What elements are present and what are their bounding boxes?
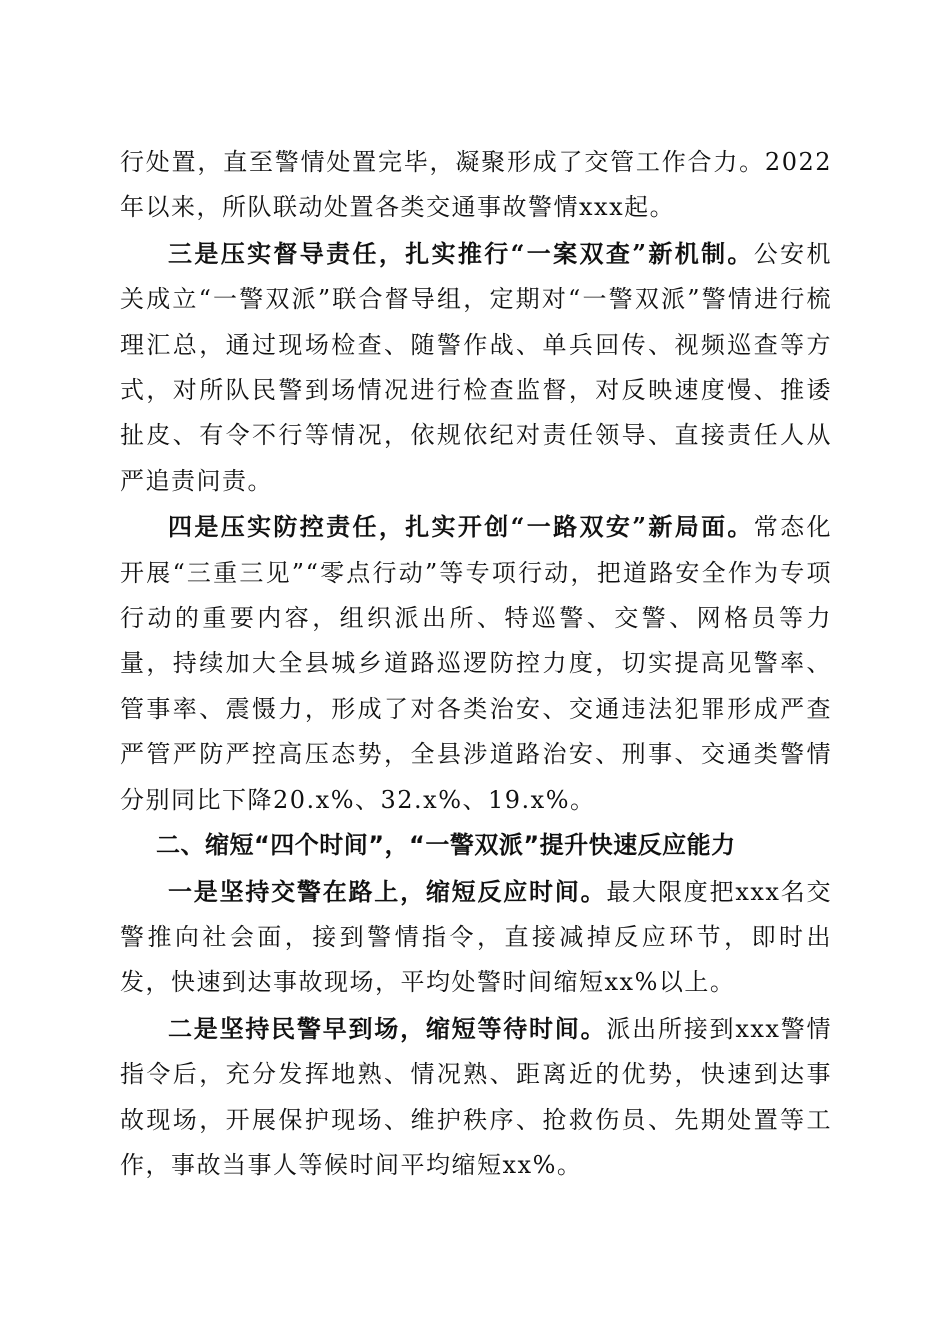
paragraph-text: 常态化开展“三重三见”“零点行动”等专项行动，把道路安全作为专项行动的重要内容，组织派出所、特巡警、交警、网格员等力量，持续加大全县城乡道路巡逻防控力度，切实提高见警率、管事率、震慑力，形成了对各类治安、交通违法犯罪形成严查严管严防严控高压态势，全县涉道路治安、刑事、交通类警情分别同比下降20.x%、32.x%、19.x%。 bbox=[120, 513, 833, 814]
paragraph-text: 最大限度把xxx名交警推向社会面，接到警情指令，直接减掉反应环节，即时出发，快速到达事故现场，平均处警时间缩短xx%以上。 bbox=[120, 877, 833, 997]
paragraph-text: 行处置，直至警情处置完毕，凝聚形成了交管工作合力。2022年以来，所队联动处置各类交通事故警情xxx起。 bbox=[120, 148, 832, 222]
document-body bbox=[120, 140, 832, 1188]
paragraph-reaction-time bbox=[120, 869, 832, 1006]
paragraph-lead: 三是压实督导责任，扎实推行“一案双查”新机制。 bbox=[168, 238, 754, 268]
section-heading: 二、缩短“四个时间”，“一警双派”提升快速反应能力 bbox=[156, 831, 736, 860]
paragraph-text: 公安机关成立“一警双派”联合督导组，定期对“一警双派”警情进行梳理汇总，通过现场检查、随警作战、单兵回传、视频巡查等方式，对所队民警到场情况进行检查监督，对反映速度慢、推诿扯皮、有令不行等情况，依规依纪对责任领导、直接责任人从严追责问责。 bbox=[120, 239, 833, 495]
paragraph-prevention-responsibility bbox=[120, 504, 832, 823]
paragraph-supervision-responsibility bbox=[120, 231, 832, 504]
paragraph-lead: 四是压实防控责任，扎实开创“一路双安”新局面。 bbox=[168, 512, 754, 542]
paragraph-waiting-time bbox=[120, 1006, 832, 1189]
paragraph-lead: 二是坚持民警早到场，缩短等待时间。 bbox=[168, 1013, 607, 1043]
paragraph-lead: 一是坚持交警在路上，缩短反应时间。 bbox=[168, 876, 607, 906]
paragraph-text: 派出所接到xxx警情指令后，充分发挥地熟、情况熟、距离近的优势，快速到达事故现场，开展保护现场、维护秩序、抢救伤员、先期处置等工作，事故当事人等候时间平均缩短xx%。 bbox=[120, 1014, 833, 1179]
paragraph-continuation bbox=[120, 140, 832, 231]
